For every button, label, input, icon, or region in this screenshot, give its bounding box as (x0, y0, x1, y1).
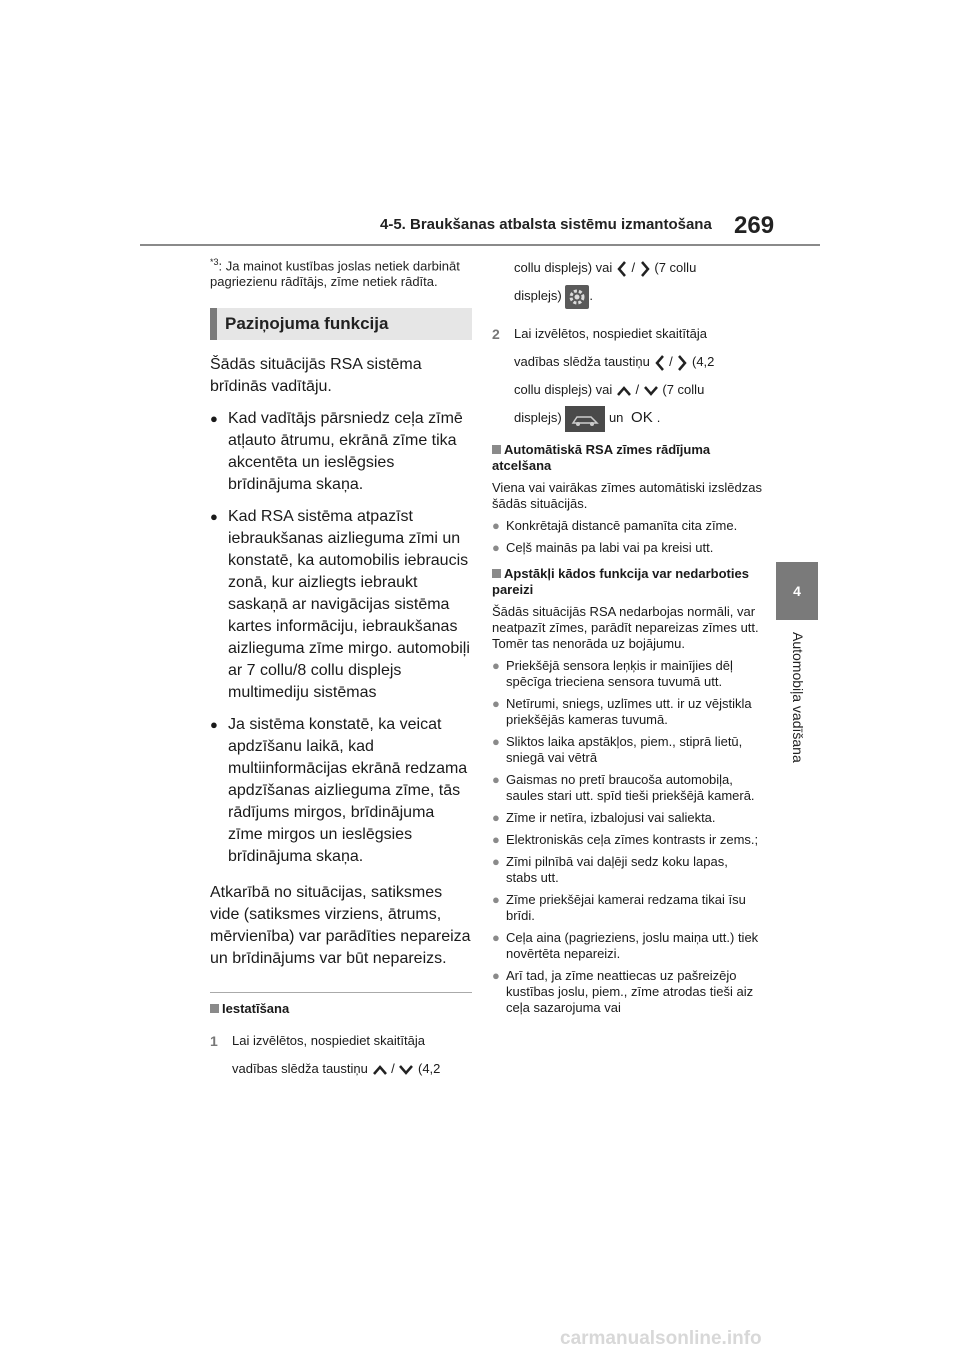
square-bullet-icon (492, 445, 501, 454)
list-item: ● Zīme priekšējai kamerai redzama tikai īsu brīdi. (492, 892, 746, 923)
section-heading: Paziņojuma funkcija (210, 308, 472, 340)
chevron-right-icon (676, 354, 688, 372)
footnote-mark: *3 (210, 257, 219, 267)
bullet-icon: ● (492, 696, 500, 711)
ok-button-label: OK (631, 409, 653, 426)
gear-icon (565, 285, 589, 309)
list-item: ● Kad vadītājs pārsniedz ceļa zīmē atļauto ātrumu, ekrānā zīme tika akcentēta un ieslēgsies brīdinājuma skaņa. (210, 408, 472, 496)
chevron-down-icon (398, 1064, 414, 1076)
step-number: 1 (210, 1033, 218, 1050)
right-column (492, 254, 762, 1016)
bullet-icon: ● (492, 734, 500, 749)
intro-text: Šādās situācijās RSA sistēma brīdinās vadītāju. (210, 356, 422, 396)
bullet-icon: ● (492, 540, 500, 555)
list-item: ● Arī tad, ja zīme neattiecas uz pašreizējo kustības joslu, piem., zīme atrodas tieši aiz ceļa sazarojuma vai (492, 968, 754, 1015)
list-item: ● Elektroniskās ceļa zīmes kontrasts ir zems.; (492, 832, 759, 847)
chevron-left-icon (616, 260, 628, 278)
list-item: ● Kad RSA sistēma atpazīst iebraukšanas aizlieguma zīmi un konstatē, ka automobilis iebraucis zonā, kur aizliegts iebraukt saskaņā ar navigācijas sistēma kartes informāciju, iebraukšanas aizlieguma zīme mirgo. automobiļi ar 7 collu/8 collu displejs multimediju sistēmas (210, 506, 472, 704)
chevron-up-icon (616, 385, 632, 397)
bullet-icon: ● (492, 658, 500, 673)
chevron-down-icon (643, 385, 659, 397)
list-item: ● Ja sistēma konstatē, ka veicat apdzīšanu laikā, kad multiinformācijas ekrānā redzama apdzīšanas aizlieguma zīme, tās rādījums mirgos, brīdinājuma zīme mirgos un ieslēgsies brīdinājuma skaņa. (210, 714, 472, 868)
bullet-icon: ● (210, 411, 218, 427)
bullet-icon: ● (492, 968, 500, 983)
bullet-icon: ● (492, 832, 500, 847)
list-item: ● Ceļa aina (pagrieziens, joslu maiņa utt.) tiek novērtēta nepareizi. (492, 930, 759, 961)
bullet-icon: ● (492, 854, 500, 869)
list-item: ● Ceļš mainās pa labi vai pa kreisi utt. (492, 540, 714, 555)
bullet-icon: ● (492, 772, 500, 787)
step-1-continued: collu displejs) vai / (7 collu displejs) . (492, 254, 762, 310)
square-bullet-icon (492, 569, 501, 578)
step-1: 1 Lai izvēlētos, nospiediet skaitītāja vadības slēdža taustiņu / (4,2 (210, 1027, 472, 1083)
list-item: ● Zīmi pilnībā vai daļēji sedz koku lapas, stabs utt. (492, 854, 728, 885)
cancel-heading: Automātiskā RSA zīmes rādījuma atcelšana (492, 442, 711, 473)
chapter-tab-number: 4 (776, 562, 818, 620)
step-number: 2 (492, 326, 500, 342)
chevron-up-icon (372, 1064, 388, 1076)
chevron-left-icon (654, 354, 666, 372)
conditions-text: Šādās situācijās RSA nedarbojas normāli, var neatpazīt zīmes, parādīt nepareizas zīmes utt. Tomēr tas nenorāda uz bojājumu. (492, 604, 759, 651)
list-item: ● Zīme ir netīra, izbalojusi vai saliekta. (492, 810, 716, 825)
setting-heading: Iestatīšana (210, 1001, 472, 1017)
list-item: ● Gaismas no pretī braucoša automobiļa, saules stari utt. spīd tieši priekšējā kamerā. (492, 772, 755, 803)
footnote (210, 254, 472, 290)
bullet-icon: ● (210, 717, 218, 733)
cancel-text: Viena vai vairākas zīmes automātiski izslēdzas šādās situācijās. (492, 480, 762, 511)
chapter-tab-label: Automobiļa vadīšana (790, 632, 806, 763)
list-item: ● Sliktos laika apstākļos, piem., stiprā lietū, sniegā vai vētrā (492, 734, 743, 765)
closing-text: Atkarībā no situācijas, satiksmes vide (satiksmes virziens, ātrums, mērvienība) var parādīties nepareiza un brīdinājums var būt nepareizs. (210, 884, 471, 968)
left-column (210, 254, 472, 1083)
section-divider (210, 992, 472, 993)
chevron-right-icon (639, 260, 651, 278)
step-2: 2 Lai izvēlētos, nospiediet skaitītāja vadības slēdža taustiņu / (4,2 collu displejs) vai / (7 collu displejs) un OK . (492, 320, 762, 432)
bullet-icon: ● (492, 810, 500, 825)
list-item: ● Priekšējā sensora leņķis ir mainījies dēļ spēcīga trieciena sensora tuvumā utt. (492, 658, 733, 689)
list-item: ● Netīrumi, sniegs, uzlīmes utt. ir uz vējstikla priekšējās kameras tuvumā. (492, 696, 752, 727)
header-section-title: 4-5. Braukšanas atbalsta sistēmu izmantošana (380, 216, 712, 233)
bullet-icon: ● (492, 930, 500, 945)
bullet-icon: ● (492, 518, 500, 533)
conditions-heading: Apstākļi kādos funkcija var nedarboties pareizi (492, 566, 749, 597)
header-divider (140, 244, 820, 246)
square-bullet-icon (210, 1004, 219, 1013)
bullet-icon: ● (210, 509, 218, 525)
bullet-icon: ● (492, 892, 500, 907)
page-number: 269 (734, 212, 775, 239)
watermark: carmanualsonline.info (560, 1328, 762, 1349)
footnote-text: : Ja mainot kustības joslas netiek darbināt pagriezienu rādītājs, zīme netiek rādīta. (210, 258, 460, 290)
list-item: ● Konkrētajā distancē pamanīta cita zīme. (492, 518, 738, 533)
car-icon (565, 406, 605, 432)
